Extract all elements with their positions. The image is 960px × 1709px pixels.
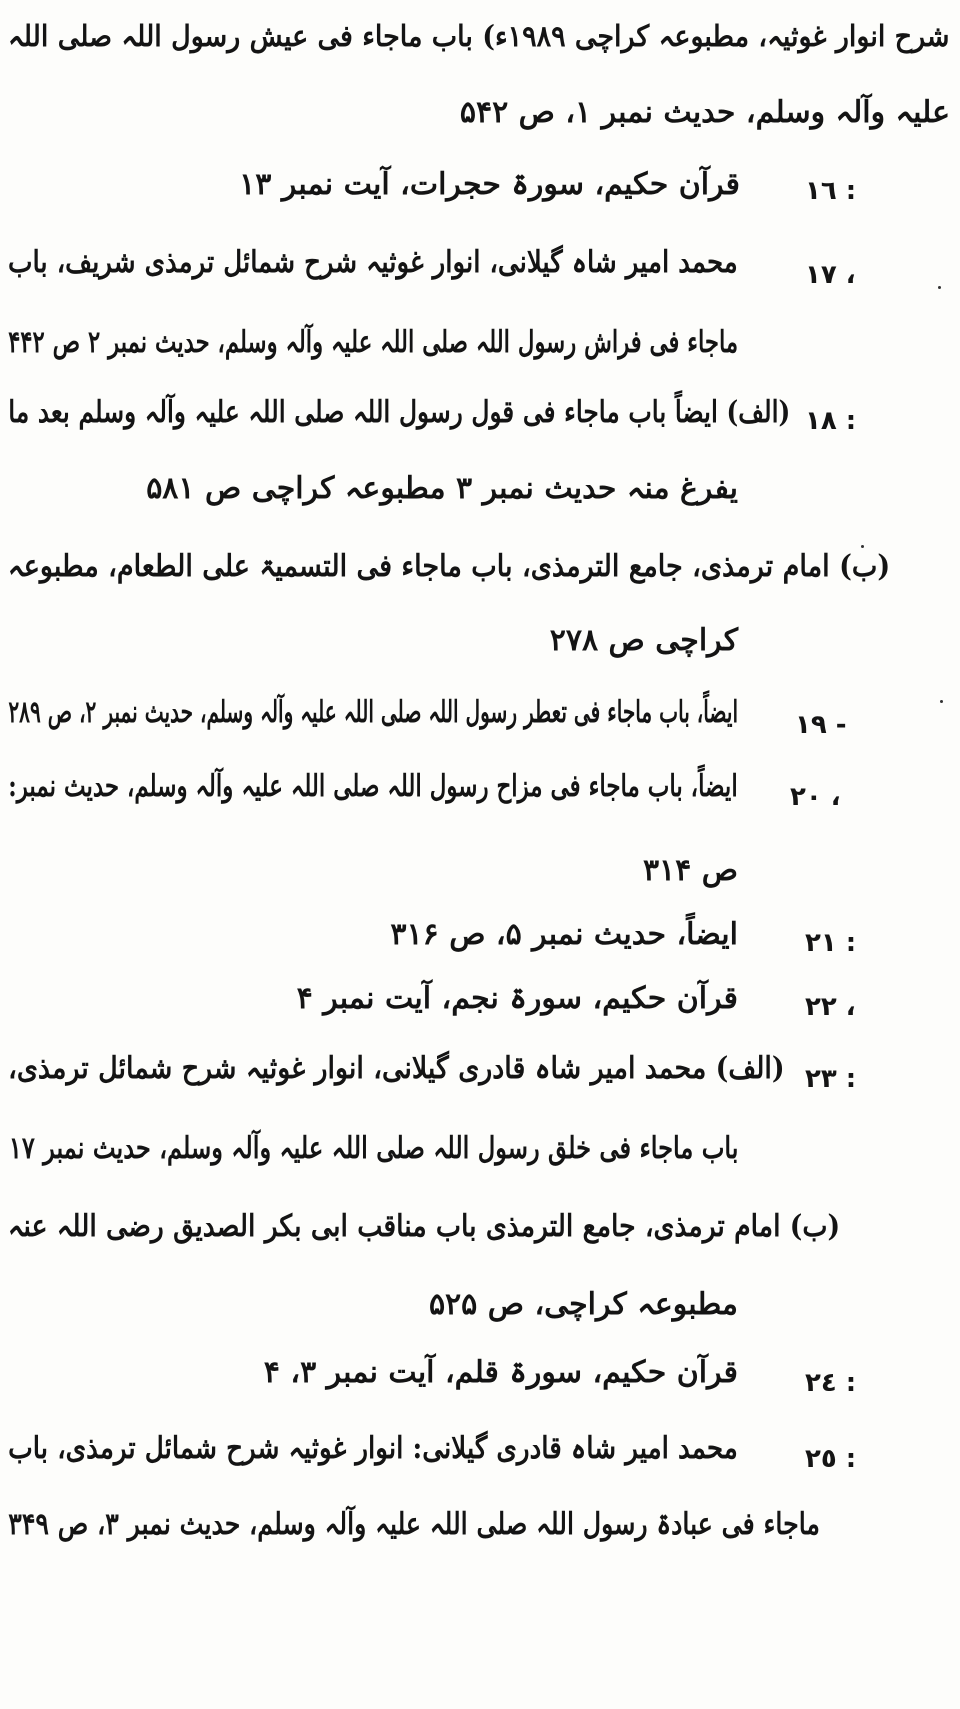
- entry-number: ٢٢ ،: [805, 992, 856, 1022]
- entry-number: ٢٣ :: [805, 1064, 857, 1094]
- text-line: شرح انوار غوثیہ، مطبوعہ کراچی ۱۹۸۹ء) باب ماجاء فی عیش رسول اللہ صلی اللہ: [8, 19, 950, 53]
- text-line: (ب) امام ترمذی، جامع الترمذی، باب ماجاء فی التسمیۃ علی الطعام، مطبوعہ: [7, 549, 890, 584]
- text-line: علیہ وآلہ وسلم، حدیث نمبر ۱، ص ۵۴۲: [459, 95, 950, 130]
- text-line: ص ۳۱۴: [642, 853, 738, 888]
- scan-speck: [938, 286, 941, 289]
- text-line: قرآن حکیم، سورۃ نجم، آیت نمبر ۴: [296, 981, 738, 1016]
- entry-number: ٢٠ ،: [790, 782, 841, 812]
- scan-speck: [861, 545, 864, 548]
- text-line: قرآن حکیم، سورۃ حجرات، آیت نمبر ۱۳: [239, 167, 740, 202]
- scan-speck: [940, 700, 943, 703]
- text-line: ماجاء فی فراش رسول اللہ صلی اللہ علیہ وآلہ وسلم، حدیث نمبر ۲ ص ۴۴۲: [7, 325, 738, 360]
- entry-number: ١٧ ،: [805, 260, 856, 290]
- entry-number: ١٦ :: [805, 176, 857, 206]
- text-line: (ب) امام ترمذی، جامع الترمذی باب مناقب ابی بکر الصدیق رضی اللہ عنہ: [7, 1209, 840, 1244]
- text-line: ایضاً، باب ماجاء فی تعطر رسول اللہ صلی اللہ علیہ وآلہ وسلم، حدیث نمبر ۲، ص ۲۸۹: [8, 695, 739, 730]
- text-line: کراچی ص ۲۷۸: [549, 623, 738, 658]
- text-line: قرآن حکیم، سورۃ قلم، آیت نمبر ۳، ۴: [263, 1355, 738, 1390]
- text-line: ماجاء فی عبادۃ رسول اللہ صلی اللہ علیہ وآلہ وسلم، حدیث نمبر ۳، ص ۳۴۹: [8, 1507, 820, 1542]
- text-line: ایضاً، باب ماجاء فی مزاح رسول اللہ صلی اللہ علیہ وآلہ وسلم، حدیث نمبر:: [8, 769, 738, 804]
- text-line: باب ماجاء فی خلق رسول اللہ صلی اللہ علیہ وآلہ وسلم، حدیث نمبر ۱۷: [8, 1131, 738, 1166]
- entry-number: ١٩ -: [795, 710, 847, 740]
- text-line: محمد امیر شاہ قادری گیلانی: انوار غوثیہ شرح شمائل ترمذی، باب: [8, 1431, 738, 1466]
- text-line: محمد امیر شاہ گیلانی، انوار غوثیہ شرح شمائل ترمذی شریف، باب: [8, 245, 738, 280]
- entry-number: ٢٥ :: [805, 1444, 857, 1474]
- text-line: ایضاً، حدیث نمبر ۵، ص ۳۱۶: [390, 917, 738, 952]
- entry-number: ٢٤ :: [805, 1368, 857, 1398]
- entry-number: ١٨ :: [805, 406, 857, 436]
- text-line: (الف) محمد امیر شاہ قادری گیلانی، انوار غوثیہ شرح شمائل ترمذی،: [8, 1051, 785, 1086]
- entry-number: ٢١ :: [805, 928, 857, 958]
- text-line: یفرغ منہ حدیث نمبر ۳ مطبوعہ کراچی ص ۵۸۱: [146, 471, 738, 506]
- text-line: مطبوعہ کراچی، ص ۵۲۵: [428, 1287, 738, 1322]
- text-line: (الف) ایضاً باب ماجاء فی قول رسول اللہ صلی اللہ علیہ وآلہ وسلم بعد ما: [7, 395, 790, 430]
